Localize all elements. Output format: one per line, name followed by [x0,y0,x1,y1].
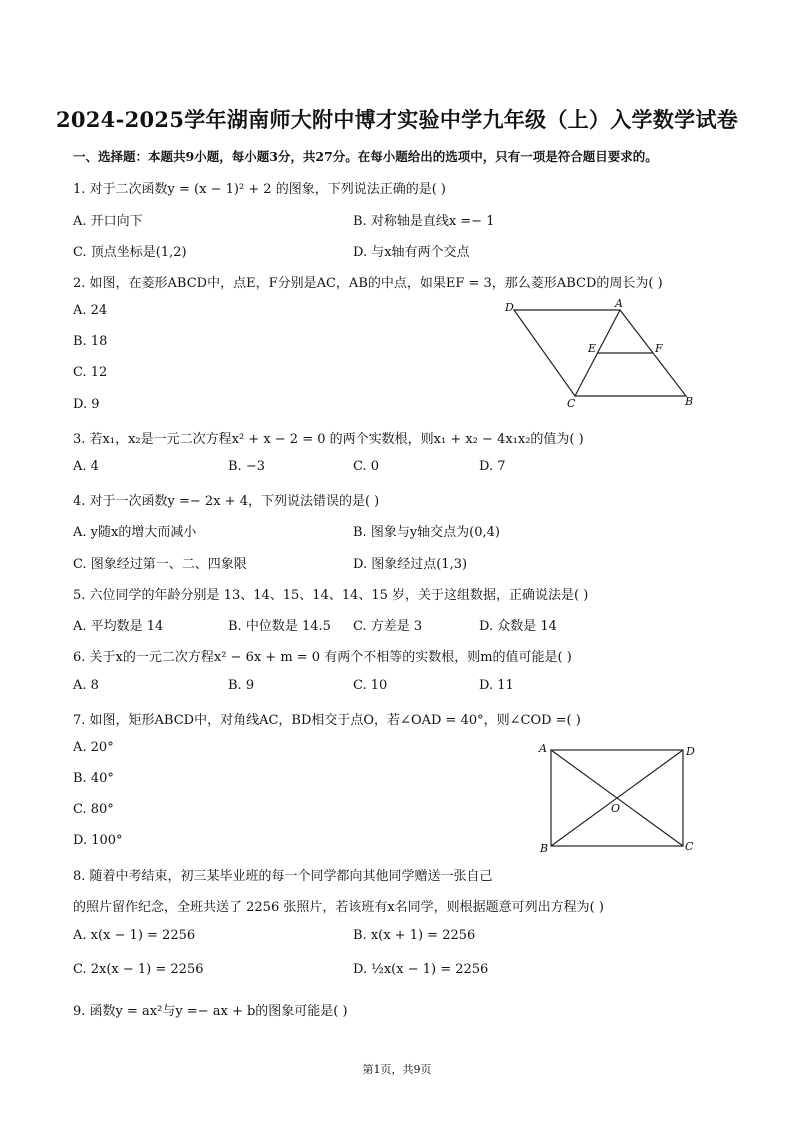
question-8-stem: 8. 随着中考结束，初三某毕业班的每一个同学都向其他同学赠送一张自己 [73,869,493,884]
question-2-stem: 2. 如图，在菱形ABCD中，点E，F分别是AC，AB的中点，如果EF = 3，那么菱形ABCD的周长为( ) [73,276,663,291]
q3-option-b: B. −3 [228,459,265,474]
page-footer: 第1页，共9页 [362,1063,432,1076]
question-1-stem: 1. 对于二次函数y = (x − 1)² + 2 的图象，下列说法正确的是( ) [73,182,446,197]
label-d-rect: D [686,745,695,758]
q4-option-a: A. y随x的增大而减小 [73,525,197,540]
question-5-stem: 5. 六位同学的年龄分别是 13、14、15、14、14、15 岁，关于这组数据，正确说法是( ) [73,588,589,603]
section-heading: 一、选择题：本题共9小题，每小题3分，共27分。在每小题给出的选项中，只有一项是符合题目要求的。 [73,149,658,164]
q1-option-a: A. 开口向下 [73,214,143,229]
label-c: C [567,397,576,410]
question-7-stem: 7. 如图，矩形ABCD中，对角线AC，BD相交于点O，若∠OAD = 40°，则∠COD =( ) [73,713,581,728]
question-9-stem: 9. 函数y = ax²与y =− ax + b的图象可能是( ) [73,1004,348,1019]
q8-option-a: A. x(x − 1) = 2256 [73,928,196,943]
q2-option-c: C. 12 [73,365,108,380]
label-f: F [655,342,663,355]
q6-option-b: B. 9 [228,678,255,693]
label-a: A [615,297,623,310]
question-6-stem: 6. 关于x的一元二次方程x² − 6x + m = 0 有两个不相等的实数根，则m的值可能是( ) [73,650,572,665]
question-3-stem: 3. 若x₁，x₂是一元二次方程x² + x − 2 = 0 的两个实数根，则x₁ + x₂ − 4x₁x₂的值为( ) [73,432,584,447]
q2-option-b: B. 18 [73,334,108,349]
label-d: D [505,301,514,314]
q8-option-c: C. 2x(x − 1) = 2256 [73,962,204,977]
q2-option-d: D. 9 [73,397,100,412]
q3-option-c: C. 0 [353,459,380,474]
q5-option-b: B. 中位数是 14.5 [228,619,331,634]
q1-option-c: C. 顶点坐标是(1,2) [73,245,187,260]
q8-option-d: D. ½x(x − 1) = 2256 [353,962,489,977]
q2-option-a: A. 24 [73,303,108,318]
q3-option-d: D. 7 [479,459,506,474]
q7-option-a: A. 20° [73,740,114,755]
label-e: E [588,342,597,355]
q7-option-b: B. 40° [73,771,114,786]
label-b: B [685,395,694,408]
q7-option-c: C. 80° [73,802,114,817]
label-a-rect: A [539,742,547,755]
q4-option-c: C. 图象经过第一、二、四象限 [73,557,247,572]
label-o-rect: O [611,802,621,815]
q7-option-d: D. 100° [73,833,123,848]
q6-option-a: A. 8 [73,678,99,693]
q5-option-a: A. 平均数是 14 [73,619,164,634]
q6-option-c: C. 10 [353,678,388,693]
q1-option-d: D. 与x轴有两个交点 [353,245,470,260]
question-4-stem: 4. 对于一次函数y =− 2x + 4，下列说法错误的是( ) [73,494,380,509]
label-c-rect: C [685,840,694,853]
q4-option-d: D. 图象经过点(1,3) [353,557,468,572]
q1-option-b: B. 对称轴是直线x =− 1 [353,214,495,229]
q6-option-d: D. 11 [479,678,514,693]
label-b-rect: B [540,842,549,855]
q8-option-b: B. x(x + 1) = 2256 [353,928,476,943]
q5-option-c: C. 方差是 3 [353,619,423,634]
page-title: 2024-2025学年湖南师大附中博才实验中学九年级（上）入学数学试卷 [55,107,739,132]
q5-option-d: D. 众数是 14 [479,619,557,634]
q4-option-b: B. 图象与y轴交点为(0,4) [353,525,500,540]
q3-option-a: A. 4 [73,459,99,474]
question-8-stem-cont: 的照片留作纪念，全班共送了 2256 张照片，若该班有x名同学，则根据题意可列出方程为( ) [73,900,604,915]
